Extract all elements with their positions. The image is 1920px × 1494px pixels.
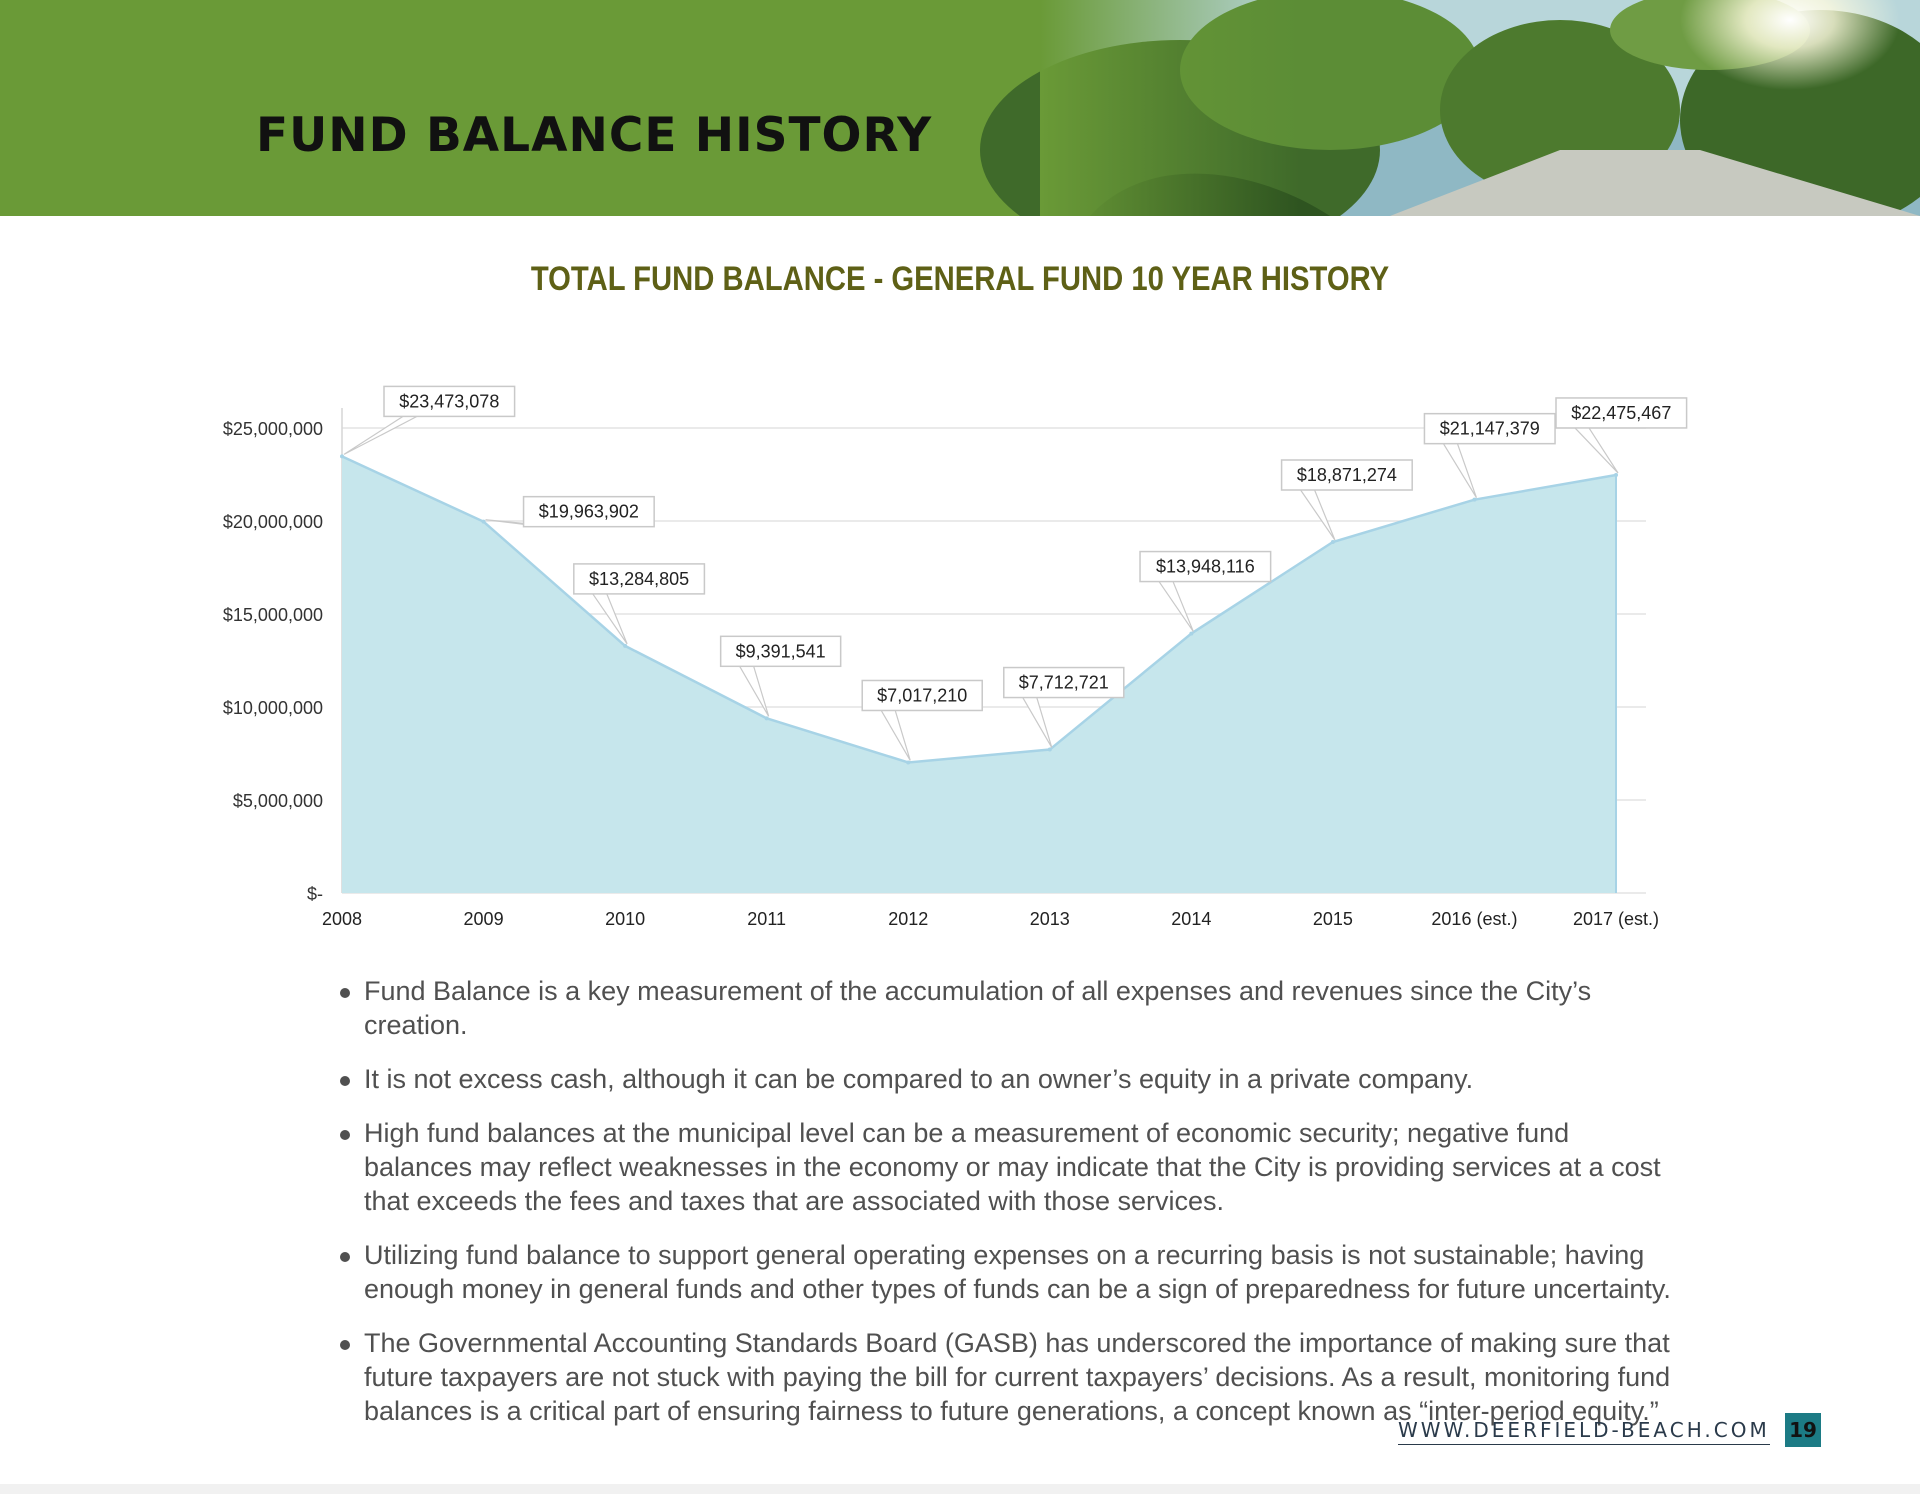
data-label xyxy=(1424,414,1555,498)
bullet-item: Utilizing fund balance to support general operating expenses on a recurring basis is not sustainable; having enough money in general funds and other types of funds can be a sign of preparedness for future uncertainty. xyxy=(338,1238,1678,1306)
data-label xyxy=(1556,398,1687,473)
y-tick-label: $25,000,000 xyxy=(222,419,323,439)
x-tick-label: 2014 xyxy=(1171,909,1212,929)
label-pointer xyxy=(1159,582,1193,632)
data-label-text: $13,948,116 xyxy=(1155,556,1255,577)
x-tick-label: 2013 xyxy=(1029,909,1070,929)
y-axis-ticks xyxy=(223,419,323,904)
data-label-text: $18,871,274 xyxy=(1296,464,1397,485)
x-tick-label: 2010 xyxy=(605,909,646,929)
page-title: FUND BALANCE HISTORY xyxy=(256,108,933,163)
label-pointer xyxy=(1301,490,1335,540)
data-label-text: $23,473,078 xyxy=(399,391,500,412)
bullet-item: Fund Balance is a key measurement of the accumulation of all expenses and revenues since the City’s creation. xyxy=(338,974,1678,1042)
bullet-dot-icon xyxy=(340,1252,350,1262)
y-tick-label: $15,000,000 xyxy=(222,605,323,625)
data-point xyxy=(340,454,344,458)
bullet-list xyxy=(338,974,1678,1448)
data-label xyxy=(862,680,982,760)
x-tick-label: 2017 (est.) xyxy=(1572,909,1660,929)
bullet-dot-icon xyxy=(340,988,350,998)
data-point xyxy=(1614,473,1618,477)
data-label-text: $19,963,902 xyxy=(538,501,639,522)
label-pointer xyxy=(1443,444,1476,498)
data-label-text: $7,712,721 xyxy=(1018,672,1109,693)
x-tick-label: 2011 xyxy=(747,909,787,929)
data-label-text: $21,147,379 xyxy=(1439,418,1540,439)
data-point xyxy=(1189,632,1193,636)
y-tick-label: $- xyxy=(306,884,323,904)
bottom-divider xyxy=(0,1484,1920,1494)
data-point xyxy=(482,520,486,524)
page-number: 19 xyxy=(1785,1413,1821,1447)
x-tick-label: 2015 xyxy=(1312,909,1353,929)
x-tick-label: 2008 xyxy=(321,909,363,929)
bullet-item: High fund balances at the municipal level can be a measurement of economic security; negative fund balances may reflect weaknesses in the economy or may indicate that the City is providing services at a cost that exceeds the fees and taxes that are associated with those services. xyxy=(338,1116,1678,1218)
bullet-item: The Governmental Accounting Standards Board (GASB) has underscored the importance of making sure that future taxpayers are not stuck with paying the bill for current taxpayers’ decisions. As a result, monitoring fund balances is a critical part of ensuring fairness to future generations, a concept known as “inter-period equity.” xyxy=(338,1326,1678,1428)
bullet-dot-icon xyxy=(340,1130,350,1140)
bullet-dot-icon xyxy=(340,1340,350,1350)
data-label xyxy=(486,497,655,527)
label-pointer xyxy=(1575,428,1618,473)
y-tick-label: $10,000,000 xyxy=(222,698,323,718)
y-tick-label: $5,000,000 xyxy=(232,791,323,811)
label-pointer xyxy=(1023,698,1052,748)
fund-balance-chart xyxy=(0,380,1920,940)
data-point xyxy=(1331,540,1335,544)
x-axis-ticks xyxy=(322,909,1659,929)
x-tick-label: 2009 xyxy=(463,909,504,929)
bullet-item: It is not excess cash, although it can be compared to an owner’s equity in a private company. xyxy=(338,1062,1678,1096)
data-point xyxy=(906,760,910,764)
label-pointer xyxy=(881,710,910,760)
data-point xyxy=(765,716,769,720)
data-label-text: $7,017,210 xyxy=(877,685,968,706)
data-point xyxy=(1472,498,1476,502)
website-link[interactable]: WWW.DEERFIELD-BEACH.COM xyxy=(1398,1418,1770,1445)
header-banner xyxy=(0,0,1920,216)
data-label-text: $13,284,805 xyxy=(589,568,690,589)
y-tick-label: $20,000,000 xyxy=(222,512,323,532)
bullet-dot-icon xyxy=(340,1076,350,1086)
data-label-text: $9,391,541 xyxy=(735,641,826,662)
data-point xyxy=(623,644,627,648)
chart-title: TOTAL FUND BALANCE - GENERAL FUND 10 YEAR HISTORY xyxy=(530,260,1390,298)
label-pointer xyxy=(344,416,417,454)
data-label-text: $22,475,467 xyxy=(1571,402,1672,423)
x-tick-label: 2016 (est.) xyxy=(1431,909,1518,929)
data-label xyxy=(344,386,515,454)
x-tick-label: 2012 xyxy=(888,909,929,929)
data-point xyxy=(1048,748,1052,752)
